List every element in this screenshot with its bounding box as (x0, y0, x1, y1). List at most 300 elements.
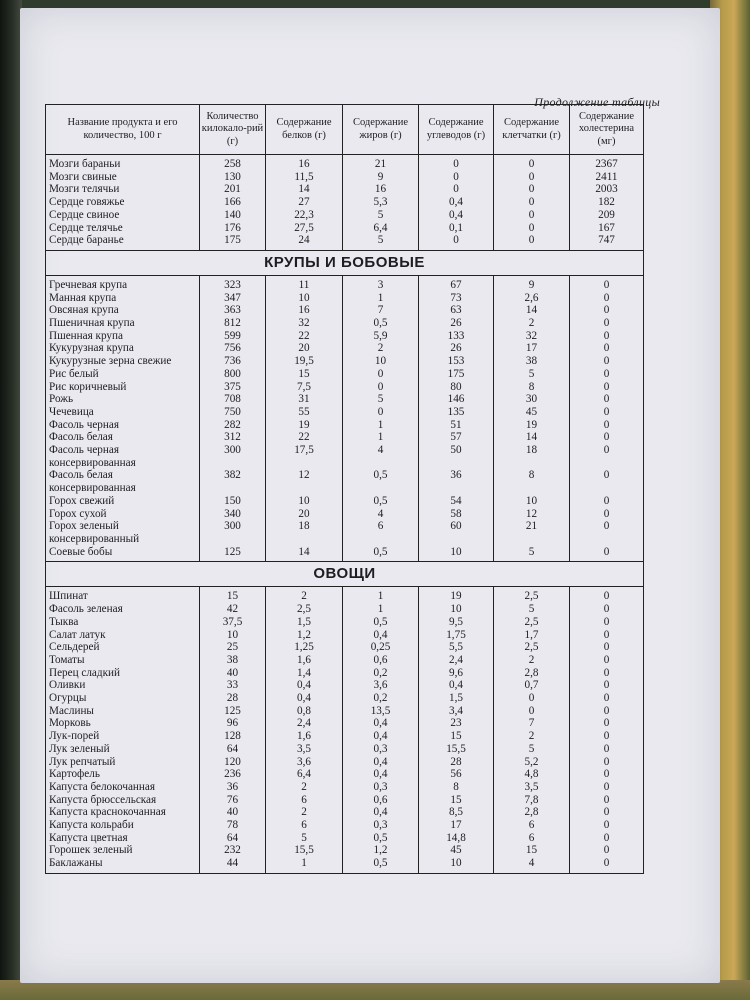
cell-carbs: 28 (419, 756, 494, 769)
cell-product-name: Картофель (46, 768, 200, 781)
table-row (46, 317, 644, 330)
cell-product-name: Сердце баранье (46, 234, 200, 250)
cell-fiber: 5 (494, 368, 570, 381)
table-row (46, 469, 644, 494)
cell-protein: 24 (266, 234, 343, 250)
cell-fiber: 2 (494, 730, 570, 743)
cell-carbs: 19 (419, 587, 494, 603)
cell-cholesterol: 0 (570, 679, 644, 692)
cell-carbs: 0 (419, 183, 494, 196)
col-header-fiber: Содержание клетчатки (г) (494, 105, 570, 155)
table-row (46, 495, 644, 508)
cell-fat: 0,6 (343, 794, 419, 807)
cell-kcal: 120 (200, 756, 266, 769)
table-row (46, 355, 644, 368)
cell-kcal: 64 (200, 743, 266, 756)
cell-cholesterol: 0 (570, 406, 644, 419)
cell-product-name: Сердце телячье (46, 222, 200, 235)
cell-product-name: Рожь (46, 393, 200, 406)
cell-kcal: 40 (200, 667, 266, 680)
cell-kcal: 800 (200, 368, 266, 381)
cell-kcal: 232 (200, 844, 266, 857)
cell-protein: 11,5 (266, 171, 343, 184)
cell-fiber: 2,8 (494, 667, 570, 680)
table-row (46, 857, 644, 873)
cell-protein: 2 (266, 806, 343, 819)
cell-product-name: Баклажаны (46, 857, 200, 873)
cell-fiber: 30 (494, 393, 570, 406)
cell-protein: 12 (266, 469, 343, 494)
cell-protein: 14 (266, 183, 343, 196)
cell-protein: 18 (266, 520, 343, 545)
cell-fiber: 2,5 (494, 587, 570, 603)
cell-product-name: Перец сладкий (46, 667, 200, 680)
cell-protein: 32 (266, 317, 343, 330)
table-row (46, 155, 644, 171)
cell-carbs: 1,5 (419, 692, 494, 705)
cell-kcal: 125 (200, 546, 266, 562)
cell-cholesterol: 0 (570, 381, 644, 394)
cell-fat: 1 (343, 603, 419, 616)
cell-fiber: 2 (494, 317, 570, 330)
cell-product-name: Горошек зеленый (46, 844, 200, 857)
cell-protein: 0,8 (266, 705, 343, 718)
cell-kcal: 10 (200, 629, 266, 642)
cell-carbs: 23 (419, 717, 494, 730)
cell-protein: 1,4 (266, 667, 343, 680)
cell-product-name: Сердце говяжье (46, 196, 200, 209)
cell-product-name: Капуста цветная (46, 832, 200, 845)
cell-product-name: Фасоль черная консервированная (46, 444, 200, 469)
col-header-kcal: Количество килокало-рий (г) (200, 105, 266, 155)
cell-protein: 10 (266, 292, 343, 305)
col-header-protein: Содержание белков (г) (266, 105, 343, 155)
cell-cholesterol: 0 (570, 616, 644, 629)
cell-cholesterol: 0 (570, 768, 644, 781)
table-row (46, 304, 644, 317)
table-surface (0, 980, 750, 1000)
cell-kcal: 236 (200, 768, 266, 781)
cell-protein: 1,25 (266, 641, 343, 654)
cell-product-name: Капуста кольраби (46, 819, 200, 832)
cell-fiber: 1,7 (494, 629, 570, 642)
cell-fiber: 32 (494, 330, 570, 343)
table-row (46, 381, 644, 394)
cell-cholesterol: 167 (570, 222, 644, 235)
cell-fat: 5,3 (343, 196, 419, 209)
cell-carbs: 60 (419, 520, 494, 545)
cell-fiber: 8 (494, 381, 570, 394)
cell-cholesterol: 0 (570, 317, 644, 330)
table-row (46, 183, 644, 196)
table-row (46, 222, 644, 235)
cell-cholesterol: 0 (570, 342, 644, 355)
cell-fat: 0,5 (343, 832, 419, 845)
cell-cholesterol: 0 (570, 368, 644, 381)
cell-protein: 6 (266, 819, 343, 832)
cell-kcal: 130 (200, 171, 266, 184)
cell-product-name: Огурцы (46, 692, 200, 705)
table-row (46, 196, 644, 209)
cell-fiber: 10 (494, 495, 570, 508)
cell-cholesterol: 0 (570, 520, 644, 545)
cell-cholesterol: 0 (570, 275, 644, 291)
cell-fat: 5,9 (343, 330, 419, 343)
cell-fat: 3,6 (343, 679, 419, 692)
cell-fiber: 0 (494, 155, 570, 171)
cell-protein: 17,5 (266, 444, 343, 469)
cell-fat: 0,2 (343, 692, 419, 705)
table-row (46, 654, 644, 667)
cell-fat: 0,6 (343, 654, 419, 667)
cell-cholesterol: 0 (570, 654, 644, 667)
cell-product-name: Кукурузные зерна свежие (46, 355, 200, 368)
cell-fat: 1 (343, 431, 419, 444)
cell-kcal: 76 (200, 794, 266, 807)
cell-protein: 22,3 (266, 209, 343, 222)
cell-protein: 15,5 (266, 844, 343, 857)
cell-cholesterol: 0 (570, 832, 644, 845)
cell-product-name: Горох свежий (46, 495, 200, 508)
cell-fat: 1 (343, 587, 419, 603)
cell-product-name: Фасоль белая (46, 431, 200, 444)
cell-product-name: Мозги бараньи (46, 155, 200, 171)
cell-protein: 27 (266, 196, 343, 209)
cell-product-name: Рис белый (46, 368, 200, 381)
table-row (46, 520, 644, 545)
table-body (46, 155, 644, 874)
cell-product-name: Шпинат (46, 587, 200, 603)
cell-protein: 1,6 (266, 654, 343, 667)
cell-fat: 0,5 (343, 317, 419, 330)
cell-fiber: 0 (494, 196, 570, 209)
cell-fiber: 5 (494, 546, 570, 562)
cell-carbs: 26 (419, 317, 494, 330)
cell-fiber: 0 (494, 692, 570, 705)
table-row (46, 209, 644, 222)
cell-carbs: 146 (419, 393, 494, 406)
cell-kcal: 15 (200, 587, 266, 603)
cell-cholesterol: 0 (570, 393, 644, 406)
cell-kcal: 78 (200, 819, 266, 832)
cell-fat: 0,4 (343, 768, 419, 781)
cell-kcal: 756 (200, 342, 266, 355)
cell-protein: 20 (266, 508, 343, 521)
cell-carbs: 135 (419, 406, 494, 419)
cell-fat: 1,2 (343, 844, 419, 857)
cell-kcal: 750 (200, 406, 266, 419)
cell-kcal: 599 (200, 330, 266, 343)
cell-fiber: 0,7 (494, 679, 570, 692)
cell-kcal: 128 (200, 730, 266, 743)
section-header-row (46, 562, 644, 587)
cell-carbs: 10 (419, 603, 494, 616)
cell-fat: 0,5 (343, 495, 419, 508)
cell-fiber: 0 (494, 171, 570, 184)
cell-carbs: 8 (419, 781, 494, 794)
cell-carbs: 0,1 (419, 222, 494, 235)
cell-cholesterol: 0 (570, 629, 644, 642)
cell-protein: 1,5 (266, 616, 343, 629)
cell-product-name: Чечевица (46, 406, 200, 419)
cell-protein: 0,4 (266, 692, 343, 705)
cell-protein: 2 (266, 781, 343, 794)
cell-kcal: 150 (200, 495, 266, 508)
nutrition-table (45, 104, 644, 874)
cell-protein: 22 (266, 330, 343, 343)
cell-product-name: Фасоль зеленая (46, 603, 200, 616)
cell-fiber: 17 (494, 342, 570, 355)
table-row (46, 171, 644, 184)
cell-carbs: 67 (419, 275, 494, 291)
cell-carbs: 175 (419, 368, 494, 381)
section-title: ОВОЩИ (46, 562, 644, 587)
cell-cholesterol: 747 (570, 234, 644, 250)
cell-product-name: Морковь (46, 717, 200, 730)
cell-protein: 1,2 (266, 629, 343, 642)
cell-product-name: Томаты (46, 654, 200, 667)
table-row (46, 781, 644, 794)
cell-fat: 5 (343, 393, 419, 406)
cell-protein: 16 (266, 155, 343, 171)
cell-protein: 0,4 (266, 679, 343, 692)
cell-fiber: 19 (494, 419, 570, 432)
cell-fiber: 2,5 (494, 616, 570, 629)
cell-cholesterol: 0 (570, 292, 644, 305)
cell-kcal: 44 (200, 857, 266, 873)
cell-fiber: 0 (494, 209, 570, 222)
cell-kcal: 33 (200, 679, 266, 692)
cell-product-name: Горох зеленый консервированный (46, 520, 200, 545)
cell-kcal: 812 (200, 317, 266, 330)
cell-cholesterol: 0 (570, 844, 644, 857)
cell-fiber: 12 (494, 508, 570, 521)
cell-cholesterol: 0 (570, 819, 644, 832)
cell-carbs: 80 (419, 381, 494, 394)
cell-kcal: 323 (200, 275, 266, 291)
cell-carbs: 14,8 (419, 832, 494, 845)
cell-cholesterol: 0 (570, 756, 644, 769)
cell-kcal: 312 (200, 431, 266, 444)
cell-protein: 31 (266, 393, 343, 406)
cell-protein: 20 (266, 342, 343, 355)
cell-cholesterol: 0 (570, 304, 644, 317)
cell-kcal: 37,5 (200, 616, 266, 629)
cell-fiber: 45 (494, 406, 570, 419)
cell-fat: 5 (343, 234, 419, 250)
cell-fiber: 2,8 (494, 806, 570, 819)
cell-carbs: 45 (419, 844, 494, 857)
cell-fat: 0 (343, 381, 419, 394)
col-header-fat: Содержание жиров (г) (343, 105, 419, 155)
cell-cholesterol: 0 (570, 587, 644, 603)
cell-kcal: 175 (200, 234, 266, 250)
cell-fiber: 7 (494, 717, 570, 730)
cell-carbs: 9,5 (419, 616, 494, 629)
cell-protein: 1 (266, 857, 343, 873)
cell-protein: 3,6 (266, 756, 343, 769)
cell-protein: 11 (266, 275, 343, 291)
cell-fat: 4 (343, 508, 419, 521)
cell-product-name: Оливки (46, 679, 200, 692)
table-row (46, 419, 644, 432)
cell-cholesterol: 0 (570, 431, 644, 444)
cell-cholesterol: 0 (570, 603, 644, 616)
cell-carbs: 17 (419, 819, 494, 832)
cell-fat: 6,4 (343, 222, 419, 235)
cell-kcal: 363 (200, 304, 266, 317)
cell-product-name: Фасоль белая консервированная (46, 469, 200, 494)
cell-fiber: 14 (494, 304, 570, 317)
cell-product-name: Горох сухой (46, 508, 200, 521)
cell-cholesterol: 0 (570, 705, 644, 718)
cell-protein: 2 (266, 587, 343, 603)
cell-product-name: Сельдерей (46, 641, 200, 654)
cell-kcal: 282 (200, 419, 266, 432)
cell-fiber: 4 (494, 857, 570, 873)
cell-kcal: 347 (200, 292, 266, 305)
cell-carbs: 36 (419, 469, 494, 494)
cell-protein: 3,5 (266, 743, 343, 756)
table-row (46, 692, 644, 705)
table-row (46, 587, 644, 603)
cell-kcal: 96 (200, 717, 266, 730)
cell-product-name: Капуста белокочанная (46, 781, 200, 794)
cell-cholesterol: 0 (570, 469, 644, 494)
cell-fiber: 9 (494, 275, 570, 291)
cell-carbs: 0 (419, 155, 494, 171)
cell-protein: 2,4 (266, 717, 343, 730)
cell-protein: 6 (266, 794, 343, 807)
table-row (46, 629, 644, 642)
cell-fiber: 5 (494, 743, 570, 756)
cell-kcal: 176 (200, 222, 266, 235)
table-row (46, 444, 644, 469)
cell-kcal: 42 (200, 603, 266, 616)
cell-product-name: Мозги свиные (46, 171, 200, 184)
cell-protein: 55 (266, 406, 343, 419)
cell-fat: 0 (343, 368, 419, 381)
table-row (46, 743, 644, 756)
cell-fat: 0,4 (343, 717, 419, 730)
table-row (46, 717, 644, 730)
cell-fiber: 18 (494, 444, 570, 469)
cell-cholesterol: 0 (570, 692, 644, 705)
cell-fat: 0,4 (343, 806, 419, 819)
cell-product-name: Манная крупа (46, 292, 200, 305)
cell-fiber: 5 (494, 603, 570, 616)
cell-protein: 27,5 (266, 222, 343, 235)
cell-fiber: 14 (494, 431, 570, 444)
cell-carbs: 73 (419, 292, 494, 305)
cell-product-name: Сердце свиное (46, 209, 200, 222)
cell-product-name: Гречневая крупа (46, 275, 200, 291)
cell-carbs: 5,5 (419, 641, 494, 654)
cell-fiber: 7,8 (494, 794, 570, 807)
cell-cholesterol: 0 (570, 355, 644, 368)
table-row (46, 508, 644, 521)
cell-fat: 16 (343, 183, 419, 196)
cell-fat: 13,5 (343, 705, 419, 718)
cell-carbs: 10 (419, 546, 494, 562)
cell-product-name: Капуста брюссельская (46, 794, 200, 807)
cell-kcal: 28 (200, 692, 266, 705)
cell-carbs: 1,75 (419, 629, 494, 642)
cell-kcal: 736 (200, 355, 266, 368)
table-row (46, 603, 644, 616)
cell-fat: 9 (343, 171, 419, 184)
cell-product-name: Пшенная крупа (46, 330, 200, 343)
cell-fiber: 6 (494, 832, 570, 845)
table-row (46, 832, 644, 845)
cell-cholesterol: 0 (570, 730, 644, 743)
cell-carbs: 15,5 (419, 743, 494, 756)
cell-carbs: 15 (419, 794, 494, 807)
cell-cholesterol: 0 (570, 508, 644, 521)
cell-fat: 0,4 (343, 756, 419, 769)
cell-fat: 1 (343, 292, 419, 305)
cell-carbs: 3,4 (419, 705, 494, 718)
cell-fat: 0,4 (343, 629, 419, 642)
col-header-carbs: Содержание углеводов (г) (419, 105, 494, 155)
cell-fat: 0,3 (343, 743, 419, 756)
cell-fat: 7 (343, 304, 419, 317)
cell-carbs: 10 (419, 857, 494, 873)
cell-kcal: 25 (200, 641, 266, 654)
table-row (46, 292, 644, 305)
table-header-row (46, 105, 644, 155)
cell-fat: 1 (343, 419, 419, 432)
cell-fat: 0,5 (343, 616, 419, 629)
cell-product-name: Пшеничная крупа (46, 317, 200, 330)
cell-carbs: 50 (419, 444, 494, 469)
table-row (46, 393, 644, 406)
cell-carbs: 15 (419, 730, 494, 743)
cell-fat: 0,4 (343, 730, 419, 743)
table-row (46, 616, 644, 629)
table-row (46, 679, 644, 692)
cell-fiber: 0 (494, 234, 570, 250)
cell-cholesterol: 2003 (570, 183, 644, 196)
cell-fiber: 4,8 (494, 768, 570, 781)
cell-protein: 14 (266, 546, 343, 562)
cell-fiber: 21 (494, 520, 570, 545)
cell-fiber: 2 (494, 654, 570, 667)
cell-protein: 1,6 (266, 730, 343, 743)
cell-fiber: 3,5 (494, 781, 570, 794)
cell-carbs: 0 (419, 171, 494, 184)
cell-product-name: Соевые бобы (46, 546, 200, 562)
cell-cholesterol: 182 (570, 196, 644, 209)
table-row (46, 844, 644, 857)
col-header-cholesterol: Содержание холестерина (мг) (570, 105, 644, 155)
cell-product-name: Рис коричневый (46, 381, 200, 394)
table-row (46, 342, 644, 355)
cell-cholesterol: 0 (570, 667, 644, 680)
cell-fat: 0,5 (343, 546, 419, 562)
cell-carbs: 0 (419, 234, 494, 250)
cell-carbs: 8,5 (419, 806, 494, 819)
cell-fat: 21 (343, 155, 419, 171)
cell-product-name: Маслины (46, 705, 200, 718)
cell-fat: 6 (343, 520, 419, 545)
cell-cholesterol: 0 (570, 419, 644, 432)
table-row (46, 330, 644, 343)
cell-cholesterol: 0 (570, 806, 644, 819)
cell-cholesterol: 0 (570, 641, 644, 654)
cell-protein: 7,5 (266, 381, 343, 394)
cell-fiber: 2,5 (494, 641, 570, 654)
